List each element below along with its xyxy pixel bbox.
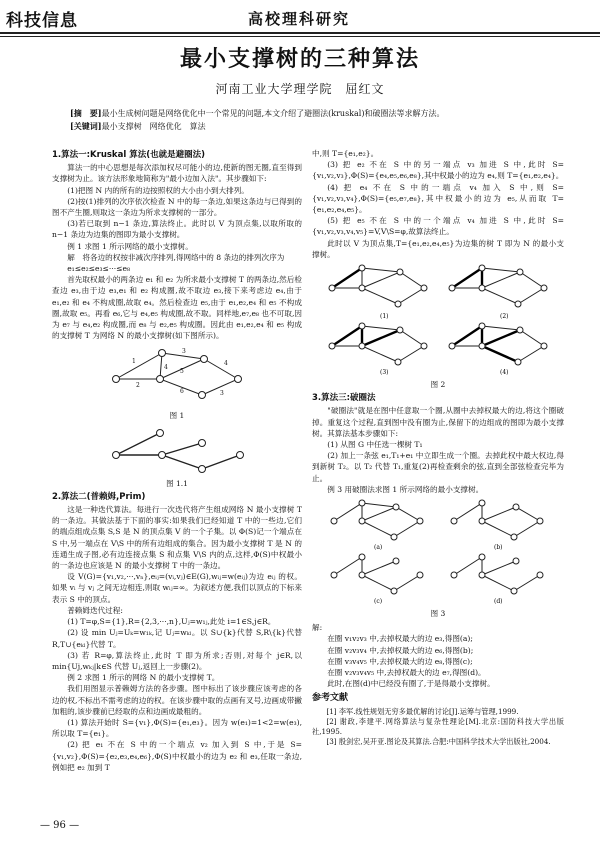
figure-2-label-3: (3) [380,369,389,377]
paragraph: (3) 把 e₂ 不在 S 中的另一端点 v₃ 加进 S 中,此时 S={v₁,v₂,v₃},Φ(S)={e₄,e₅,e₆,e₈},其中权最小的边为 e₄,则 T={e₁,e₂,e₄}。 [312,160,564,181]
figure-2-label-1: (1) [380,313,389,321]
figure-3-label-c: (c) [374,598,383,606]
figure-1-1-caption: 图 1.1 [166,478,188,488]
svg-text:1: 1 [132,358,136,366]
paragraph: 设 V(G)={v₁,v₂,···,vₙ},eᵢⱼ=(vᵢ,vⱼ)∈E(G),wᵢⱼ=w(eᵢⱼ)为边 eᵢⱼ 的权。如果 vᵢ 与 vⱼ 之间无边相连,则取 wᵢⱼ=∞。为叙述方便,我们以顶点的下标来表示 S 中的顶点。 [52,572,302,604]
running-header [0,0,600,36]
solution-step: 在圈 v₁v₂v₃ 中,去掉权最大的边 e₃,得图(a); [327,634,473,644]
paragraph: (1) 从图 G 中任选一棵树 T₁ [327,440,423,450]
svg-text:4: 4 [224,360,228,368]
figure-2-graphs [318,260,558,378]
svg-text:3: 3 [182,348,186,356]
article-title: 最小支撑树的三种算法 [179,47,420,72]
solution-step: 在圈 v₃v₄v₅ 中,去掉权最大的边 e₈,得图(c); [327,656,473,666]
paragraph: (2)按(1)排列的次序依次检查 N 中的每一条边,如果这条边与已得到的图不产生圈,则取这一条边为所求支撑树的一部分。 [52,196,302,218]
journal-name: 科技信息 [6,11,78,31]
figure-3-graphs [318,495,558,607]
paragraph: (3)若已取到 n−1 条边,算法终止。此时以 V 为顶点集,以取所取的 n−1 条边为边集的图即为最小支撑树。 [52,219,302,240]
solution-label: 解: [312,623,323,633]
paragraph: 此时以 V 为顶点集,T={e₁,e₂,e₄,e₅}为边集的树 T 即为 N 的最小支撑树。 [312,238,564,259]
right-column [312,148,564,747]
paragraph: 中,则 T={e₁,e₂}。 [312,149,379,158]
paragraph: (2) 把 e₁ 不在 S 中的一个端点 v₂ 加入到 S 中,于是 S={v₁,v₂},Φ(S)={e₂,e₃,e₄,e₆},Φ(S)中权最小的边为 e₂ 和 e₃,任取一条边,例如把 e₂ 加到 T [52,740,302,772]
paragraph: 这是一种迭代算法。每进行一次迭代将产生组成网络 N 最小支撑树 T 的一条边。其做法基于下面的事实:如果我们已经知道 T 中的一些边,它们的端点组成点集 S,S 是 N 的顶点集 V 的一个子集。以 Φ(S)记一个端点在 S 中,另一端点在 V\S 中的所有边组成的集合。因为最小支撑树 T 是 N 的连通生成子图,必有边连接点集 S 和点集 V\S 内的点,这样,Φ(S)中权最小的一条边也应该是 N 的最小支撑树 T 中的一条边。 [52,505,302,571]
figure-3-label-a: (a) [374,544,383,552]
paragraph: (1) 算法开始时 S={v₁},Φ(S)={e₁,e₃}。因为 w(e₁)=1<2=w(e₃),所以取 T={e₁}。 [52,717,302,739]
paragraph: 解 将各边的权按非减次序排列,得网络中的 8 条边的排列次序为 [67,252,285,262]
figure-2-label-4: (4) [500,369,509,377]
section-heading-1: 1.算法一:Kruskal 算法(也就是避圈法) [52,150,205,160]
svg-text:6: 6 [180,388,184,396]
figure-3-label-b: (b) [494,544,503,552]
section-heading-2: 2.算法二(普赖姆,Prim) [52,491,146,502]
figure-2-caption: 图 2 [430,380,446,390]
references-heading: 参考文献 [312,693,349,704]
keywords-label: [关键词] [70,121,102,131]
paragraph: 我们用图显示普赖姆方法的各步骤。图中标出了该步骤应该考虑的各边的权,不标出不需考虑的边的权。在该步骤中取的点画有叉号,边画成带撇加粗的,该步骤前已经取的点和边画成最粗的。 [52,684,302,716]
paragraph: (2) 加上一条弦 e₁,T₁+e₁ 中立即生成一个圈。去掉此权中最大权边,得到新树 T₂。以 T₂ 代替 T₁,重复(2)再检查剩余的弦,直到全部弦检查完毕为止。 [312,451,564,483]
svg-text:5: 5 [180,368,184,376]
solution-step: 在圈 v₂v₃v₄v₅ 中,去掉权最大的边 e₇,得图(d)。 [327,668,486,678]
paragraph: 例 1 求图 1 所示网络的最小支撑树。 [67,241,193,251]
abstract-label: [摘 要] [70,108,102,118]
paragraph: (5) 把 e₅ 不在 S 中的一个端点 v₄ 加进 S 中,此时 S={v₁,v₂,v₃,v₄,v₅}=V,V\S=φ,故算法终止。 [312,216,564,237]
paragraph: 首先取权最小的两条边 e₁ 和 e₂ 为所求最小支撑树 T 的两条边,然后检查边 e₃,由于边 e₃,e₁ 和 e₂ 构成圈,故不取边 e₃,接下来考虑边 e₄,由于 e₁,e₂ 和 e₄ 不构成圈,故取 e₄。然后检查边 e₅,由于 e₁,e₂,e₄ 和 e₅ 不构成圈,故取 e₅。再看 e₆,它与 e₄,e₅ 构成圈,故不取。同样地,e₇,e₈ 也不可取,因为 e₇ 与 e₄,e₂ 构成圈,而 e₈ 与 e₂,e₅ 构成圈。因此由 e₁,e₂,e₄ 和 e₅ 构成的支撑树 T 为网络 N 的最小支撑树(如下图所示)。 [52,275,302,341]
paragraph: (1)把图 N 内的所有的边按照权的大小由小到大排列。 [67,185,249,195]
svg-text:4: 4 [164,364,168,372]
keywords-text: 最小支撑树 网络优化 算法 [101,122,206,131]
paragraph: 普赖姆迭代过程: [67,605,123,615]
solution-step: 在圈 v₂v₃v₄ 中,去掉权最大的边 e₆,得图(b); [327,645,474,655]
paragraph: (2) 设 min Uⱼ=Uₖ=w₁ₖ,记 Uⱼ=wₖₗ。以 S∪{k}代替 S,R\{k}代替 R,T∪{eₖₗ}代替 T。 [52,628,302,649]
abstract-block [70,107,540,133]
svg-text:3: 3 [220,390,224,398]
reference-item: [1] 李军.线性规划无穷多最优解的讨论[J].运筹与管理,1999. [326,706,519,716]
edge-order: e₁≤e₂≤e₃≤···≤e₈ [67,264,131,274]
reference-item: [3] 殷剑宏,吴开亚.图论及其算法.合肥:中国科学技术大学出版社,2004. [326,736,551,746]
section-heading-3: 3.算法三:破圈法 [312,393,376,404]
figure-2-label-2: (2) [500,313,509,321]
paragraph: "破圈法"就是在图中任意取一个圈,从圈中去掉权最大的边,将这个圈破掉。重复这个过程,直到图中没有圈为止,保留下的边组成的图即为最小支撑树。其算法基本步骤如下: [312,406,564,438]
header-rule [0,32,600,34]
paragraph: 算法一的中心思想是每次添加权尽可能小的边,使新的图无圈,直至得到支撑树为止。该方法形象地简称为"最小边加入法"。其步骤如下: [52,163,302,184]
figure-3-caption: 图 3 [430,609,446,619]
page-number: — 96 — [40,820,80,831]
paragraph: 例 3 用破圈法求图 1 所示网络的最小支撑树。 [327,484,484,494]
left-column [52,148,302,773]
paragraph: (3) 若 R=φ,算法终止,此时 T 即为所求;否则,对每个 j∈R,以 min{Uj,wₖⱼ|k∈S 代替 Uⱼ,返回上一步骤(2)。 [52,650,302,671]
solution-step: 此时,在图(d)中已经没有圈了,于是得最小支撑树。 [327,679,495,689]
header-rule-thin [0,36,600,37]
svg-text:2: 2 [136,382,140,390]
figure-1-1-graph [102,425,252,477]
paragraph: 例 2 求图 1 所示的网络 N 的最小支撑树 T。 [67,673,220,683]
figure-1-caption: 图 1 [169,411,185,421]
abstract-text: 最小生成树问题是网络优化中一个常见的问题,本文介绍了避圈法(kruskal)和破圈法等求解方法。 [101,109,445,118]
figure-1-graph [102,341,252,409]
paragraph: (1) T=φ,S={1},R={2,3,···,n},Uⱼ=w₁ⱼ,此处 i=1∈S,j∈R。 [67,617,276,627]
section-title: 高校理科研究 [248,10,351,28]
author-line: 河南工业大学理学院 屈红文 [215,82,385,96]
reference-item: [2] 谢政,李建平.网络算法与复杂性理论[M].北京:国防科技大学出版社,1995. [312,716,564,736]
figure-3-label-d: (d) [494,598,503,606]
paragraph: (4) 把 e₄ 不在 S 中的一端点 v₄ 加入 S 中,则 S={v₁,v₂,v₃,v₄},Φ(S)={e₅,e₇,e₈},其中权最小的边为 e₅,从而取 T={e₁,e₂,e₄,e₅}。 [312,182,564,215]
